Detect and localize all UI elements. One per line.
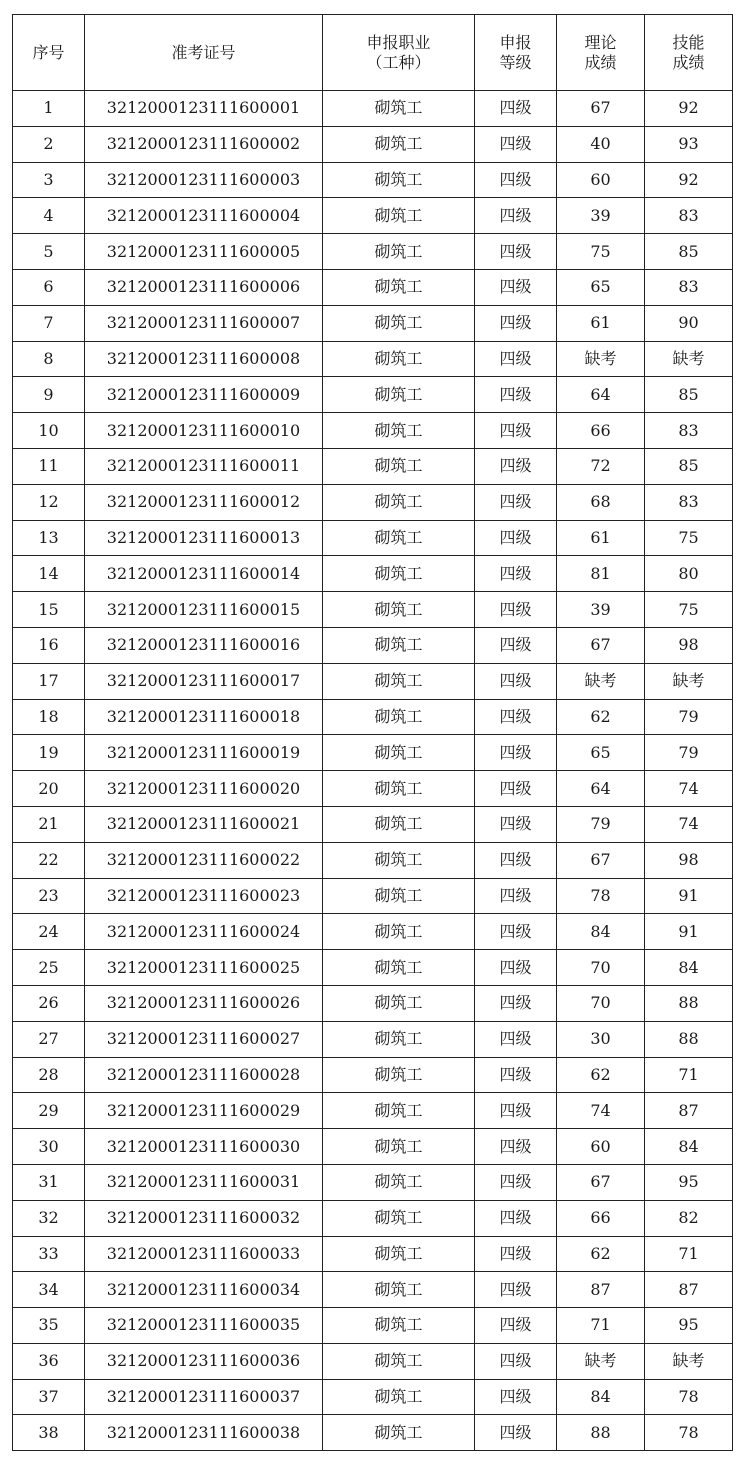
cell-ticket-number: 3212000123111600035 — [85, 1308, 323, 1344]
cell-index: 7 — [13, 305, 85, 341]
cell-theory-score: 39 — [557, 592, 645, 628]
table-row — [13, 878, 733, 914]
cell-level: 四级 — [475, 914, 557, 950]
header-index: 序号 — [13, 15, 85, 91]
cell-level: 四级 — [475, 341, 557, 377]
cell-ticket-number: 3212000123111600028 — [85, 1057, 323, 1093]
cell-level: 四级 — [475, 699, 557, 735]
cell-level: 四级 — [475, 735, 557, 771]
cell-index: 35 — [13, 1308, 85, 1344]
cell-skill-score: 88 — [645, 985, 733, 1021]
score-table — [12, 14, 733, 1451]
cell-skill-score: 79 — [645, 699, 733, 735]
cell-index: 1 — [13, 91, 85, 127]
table-body — [13, 91, 733, 1451]
cell-job: 砌筑工 — [323, 1343, 475, 1379]
cell-job: 砌筑工 — [323, 1057, 475, 1093]
cell-ticket-number: 3212000123111600037 — [85, 1379, 323, 1415]
cell-ticket-number: 3212000123111600006 — [85, 269, 323, 305]
cell-theory-score: 72 — [557, 448, 645, 484]
cell-skill-score: 79 — [645, 735, 733, 771]
table-header — [13, 15, 733, 91]
cell-skill-score: 82 — [645, 1200, 733, 1236]
cell-job: 砌筑工 — [323, 1308, 475, 1344]
cell-ticket-number: 3212000123111600010 — [85, 413, 323, 449]
table-row — [13, 950, 733, 986]
header-job — [323, 15, 475, 91]
cell-level: 四级 — [475, 1200, 557, 1236]
cell-ticket-number: 3212000123111600002 — [85, 126, 323, 162]
cell-index: 22 — [13, 842, 85, 878]
cell-ticket-number: 3212000123111600008 — [85, 341, 323, 377]
cell-job: 砌筑工 — [323, 484, 475, 520]
cell-skill-score: 91 — [645, 878, 733, 914]
cell-index: 5 — [13, 234, 85, 270]
cell-theory-score: 60 — [557, 162, 645, 198]
cell-level: 四级 — [475, 985, 557, 1021]
cell-level: 四级 — [475, 1272, 557, 1308]
cell-job: 砌筑工 — [323, 556, 475, 592]
cell-index: 21 — [13, 806, 85, 842]
cell-theory-score: 84 — [557, 1379, 645, 1415]
cell-skill-score: 75 — [645, 520, 733, 556]
cell-level: 四级 — [475, 126, 557, 162]
cell-ticket-number: 3212000123111600011 — [85, 448, 323, 484]
cell-ticket-number: 3212000123111600020 — [85, 771, 323, 807]
table-row — [13, 126, 733, 162]
cell-job: 砌筑工 — [323, 413, 475, 449]
cell-job: 砌筑工 — [323, 448, 475, 484]
header-theory-line1: 理论 — [584, 32, 617, 52]
cell-index: 16 — [13, 627, 85, 663]
cell-level: 四级 — [475, 520, 557, 556]
cell-ticket-number: 3212000123111600026 — [85, 985, 323, 1021]
cell-skill-score: 71 — [645, 1057, 733, 1093]
table-row — [13, 806, 733, 842]
cell-job: 砌筑工 — [323, 985, 475, 1021]
cell-level: 四级 — [475, 1164, 557, 1200]
cell-skill-score: 85 — [645, 448, 733, 484]
cell-job: 砌筑工 — [323, 1164, 475, 1200]
header-level-line2: 等级 — [499, 52, 532, 72]
cell-theory-score: 缺考 — [557, 341, 645, 377]
cell-ticket-number: 3212000123111600014 — [85, 556, 323, 592]
cell-index: 30 — [13, 1129, 85, 1165]
cell-level: 四级 — [475, 1415, 557, 1451]
cell-ticket-number: 3212000123111600024 — [85, 914, 323, 950]
cell-skill-score: 85 — [645, 234, 733, 270]
cell-ticket-number: 3212000123111600029 — [85, 1093, 323, 1129]
cell-job: 砌筑工 — [323, 126, 475, 162]
cell-skill-score: 84 — [645, 1129, 733, 1165]
cell-ticket-number: 3212000123111600032 — [85, 1200, 323, 1236]
header-level-line1: 申报 — [499, 32, 532, 52]
cell-theory-score: 88 — [557, 1415, 645, 1451]
cell-ticket-number: 3212000123111600018 — [85, 699, 323, 735]
cell-level: 四级 — [475, 377, 557, 413]
cell-theory-score: 30 — [557, 1021, 645, 1057]
cell-index: 2 — [13, 126, 85, 162]
table-row — [13, 1093, 733, 1129]
cell-theory-score: 87 — [557, 1272, 645, 1308]
cell-ticket-number: 3212000123111600004 — [85, 198, 323, 234]
cell-job: 砌筑工 — [323, 627, 475, 663]
cell-job: 砌筑工 — [323, 806, 475, 842]
cell-skill-score: 84 — [645, 950, 733, 986]
cell-theory-score: 70 — [557, 950, 645, 986]
cell-level: 四级 — [475, 950, 557, 986]
cell-level: 四级 — [475, 198, 557, 234]
cell-skill-score: 75 — [645, 592, 733, 628]
cell-theory-score: 62 — [557, 699, 645, 735]
cell-skill-score: 78 — [645, 1415, 733, 1451]
cell-index: 25 — [13, 950, 85, 986]
cell-job: 砌筑工 — [323, 91, 475, 127]
cell-theory-score: 40 — [557, 126, 645, 162]
cell-skill-score: 95 — [645, 1308, 733, 1344]
cell-index: 34 — [13, 1272, 85, 1308]
cell-ticket-number: 3212000123111600019 — [85, 735, 323, 771]
cell-job: 砌筑工 — [323, 1415, 475, 1451]
cell-index: 17 — [13, 663, 85, 699]
cell-skill-score: 缺考 — [645, 1343, 733, 1379]
cell-ticket-number: 3212000123111600023 — [85, 878, 323, 914]
cell-theory-score: 84 — [557, 914, 645, 950]
cell-level: 四级 — [475, 234, 557, 270]
cell-ticket-number: 3212000123111600015 — [85, 592, 323, 628]
cell-job: 砌筑工 — [323, 735, 475, 771]
cell-theory-score: 62 — [557, 1236, 645, 1272]
cell-theory-score: 39 — [557, 198, 645, 234]
cell-index: 24 — [13, 914, 85, 950]
cell-job: 砌筑工 — [323, 1272, 475, 1308]
cell-theory-score: 62 — [557, 1057, 645, 1093]
cell-theory-score: 缺考 — [557, 663, 645, 699]
table-row — [13, 269, 733, 305]
cell-index: 26 — [13, 985, 85, 1021]
table-row — [13, 198, 733, 234]
cell-job: 砌筑工 — [323, 520, 475, 556]
cell-index: 14 — [13, 556, 85, 592]
cell-theory-score: 67 — [557, 842, 645, 878]
header-row — [13, 15, 733, 91]
cell-level: 四级 — [475, 842, 557, 878]
cell-level: 四级 — [475, 484, 557, 520]
cell-skill-score: 83 — [645, 413, 733, 449]
header-skill-line2: 成绩 — [672, 52, 705, 72]
cell-theory-score: 61 — [557, 305, 645, 341]
cell-skill-score: 缺考 — [645, 663, 733, 699]
cell-index: 18 — [13, 699, 85, 735]
cell-theory-score: 79 — [557, 806, 645, 842]
table-row — [13, 771, 733, 807]
table-row — [13, 1236, 733, 1272]
cell-ticket-number: 3212000123111600012 — [85, 484, 323, 520]
cell-job: 砌筑工 — [323, 771, 475, 807]
cell-level: 四级 — [475, 1308, 557, 1344]
cell-job: 砌筑工 — [323, 842, 475, 878]
cell-index: 33 — [13, 1236, 85, 1272]
cell-level: 四级 — [475, 1021, 557, 1057]
cell-skill-score: 93 — [645, 126, 733, 162]
table-row — [13, 1200, 733, 1236]
cell-level: 四级 — [475, 1379, 557, 1415]
cell-level: 四级 — [475, 269, 557, 305]
cell-index: 8 — [13, 341, 85, 377]
cell-job: 砌筑工 — [323, 1021, 475, 1057]
cell-job: 砌筑工 — [323, 305, 475, 341]
cell-theory-score: 67 — [557, 91, 645, 127]
cell-ticket-number: 3212000123111600021 — [85, 806, 323, 842]
cell-job: 砌筑工 — [323, 950, 475, 986]
table-row — [13, 1272, 733, 1308]
cell-theory-score: 78 — [557, 878, 645, 914]
cell-index: 23 — [13, 878, 85, 914]
table-row — [13, 699, 733, 735]
header-level — [475, 15, 557, 91]
cell-level: 四级 — [475, 806, 557, 842]
table-row — [13, 592, 733, 628]
header-ticket: 准考证号 — [85, 15, 323, 91]
table-row — [13, 162, 733, 198]
table-row — [13, 1021, 733, 1057]
cell-index: 36 — [13, 1343, 85, 1379]
cell-ticket-number: 3212000123111600036 — [85, 1343, 323, 1379]
table-row — [13, 985, 733, 1021]
cell-level: 四级 — [475, 162, 557, 198]
cell-skill-score: 80 — [645, 556, 733, 592]
cell-ticket-number: 3212000123111600025 — [85, 950, 323, 986]
cell-level: 四级 — [475, 1093, 557, 1129]
cell-level: 四级 — [475, 91, 557, 127]
cell-level: 四级 — [475, 663, 557, 699]
table-row — [13, 1379, 733, 1415]
cell-skill-score: 83 — [645, 484, 733, 520]
cell-ticket-number: 3212000123111600038 — [85, 1415, 323, 1451]
cell-theory-score: 64 — [557, 377, 645, 413]
cell-theory-score: 65 — [557, 735, 645, 771]
cell-theory-score: 60 — [557, 1129, 645, 1165]
cell-index: 3 — [13, 162, 85, 198]
cell-index: 4 — [13, 198, 85, 234]
table-row — [13, 627, 733, 663]
cell-job: 砌筑工 — [323, 269, 475, 305]
cell-job: 砌筑工 — [323, 699, 475, 735]
table-row — [13, 663, 733, 699]
cell-index: 20 — [13, 771, 85, 807]
cell-ticket-number: 3212000123111600027 — [85, 1021, 323, 1057]
header-skill — [645, 15, 733, 91]
cell-ticket-number: 3212000123111600030 — [85, 1129, 323, 1165]
cell-job: 砌筑工 — [323, 162, 475, 198]
cell-ticket-number: 3212000123111600009 — [85, 377, 323, 413]
cell-ticket-number: 3212000123111600033 — [85, 1236, 323, 1272]
cell-theory-score: 74 — [557, 1093, 645, 1129]
cell-job: 砌筑工 — [323, 377, 475, 413]
cell-ticket-number: 3212000123111600034 — [85, 1272, 323, 1308]
cell-level: 四级 — [475, 771, 557, 807]
cell-ticket-number: 3212000123111600005 — [85, 234, 323, 270]
header-job-line1: 申报职业 — [366, 32, 431, 52]
cell-job: 砌筑工 — [323, 1129, 475, 1165]
cell-index: 15 — [13, 592, 85, 628]
cell-ticket-number: 3212000123111600031 — [85, 1164, 323, 1200]
header-job-line2: （工种） — [366, 52, 431, 72]
table-row — [13, 1164, 733, 1200]
cell-index: 29 — [13, 1093, 85, 1129]
cell-index: 9 — [13, 377, 85, 413]
cell-skill-score: 92 — [645, 91, 733, 127]
cell-skill-score: 91 — [645, 914, 733, 950]
cell-theory-score: 64 — [557, 771, 645, 807]
cell-skill-score: 83 — [645, 198, 733, 234]
table-row — [13, 1308, 733, 1344]
cell-theory-score: 68 — [557, 484, 645, 520]
header-theory — [557, 15, 645, 91]
cell-job: 砌筑工 — [323, 1093, 475, 1129]
cell-job: 砌筑工 — [323, 234, 475, 270]
cell-theory-score: 75 — [557, 234, 645, 270]
table-row — [13, 1057, 733, 1093]
header-theory-line2: 成绩 — [584, 52, 617, 72]
cell-skill-score: 78 — [645, 1379, 733, 1415]
cell-theory-score: 66 — [557, 413, 645, 449]
cell-job: 砌筑工 — [323, 1200, 475, 1236]
cell-index: 38 — [13, 1415, 85, 1451]
table-row — [13, 520, 733, 556]
table-row — [13, 842, 733, 878]
cell-skill-score: 85 — [645, 377, 733, 413]
cell-job: 砌筑工 — [323, 878, 475, 914]
cell-skill-score: 71 — [645, 1236, 733, 1272]
table-row — [13, 556, 733, 592]
cell-job: 砌筑工 — [323, 914, 475, 950]
cell-theory-score: 70 — [557, 985, 645, 1021]
cell-ticket-number: 3212000123111600017 — [85, 663, 323, 699]
cell-theory-score: 71 — [557, 1308, 645, 1344]
table-row — [13, 1343, 733, 1379]
cell-level: 四级 — [475, 1236, 557, 1272]
cell-job: 砌筑工 — [323, 1379, 475, 1415]
cell-theory-score: 66 — [557, 1200, 645, 1236]
cell-skill-score: 90 — [645, 305, 733, 341]
cell-level: 四级 — [475, 305, 557, 341]
table-row — [13, 1129, 733, 1165]
table-row — [13, 1415, 733, 1451]
cell-theory-score: 61 — [557, 520, 645, 556]
table-row — [13, 234, 733, 270]
cell-index: 31 — [13, 1164, 85, 1200]
cell-skill-score: 98 — [645, 842, 733, 878]
cell-level: 四级 — [475, 1129, 557, 1165]
cell-index: 28 — [13, 1057, 85, 1093]
cell-index: 19 — [13, 735, 85, 771]
cell-theory-score: 67 — [557, 627, 645, 663]
cell-index: 37 — [13, 1379, 85, 1415]
cell-skill-score: 缺考 — [645, 341, 733, 377]
cell-skill-score: 88 — [645, 1021, 733, 1057]
cell-index: 13 — [13, 520, 85, 556]
cell-index: 6 — [13, 269, 85, 305]
cell-job: 砌筑工 — [323, 592, 475, 628]
cell-index: 11 — [13, 448, 85, 484]
cell-ticket-number: 3212000123111600007 — [85, 305, 323, 341]
cell-level: 四级 — [475, 627, 557, 663]
cell-level: 四级 — [475, 448, 557, 484]
cell-theory-score: 67 — [557, 1164, 645, 1200]
cell-level: 四级 — [475, 878, 557, 914]
table-row — [13, 91, 733, 127]
cell-index: 12 — [13, 484, 85, 520]
cell-skill-score: 74 — [645, 771, 733, 807]
cell-level: 四级 — [475, 556, 557, 592]
cell-theory-score: 65 — [557, 269, 645, 305]
cell-job: 砌筑工 — [323, 341, 475, 377]
cell-index: 27 — [13, 1021, 85, 1057]
table-row — [13, 341, 733, 377]
table-row — [13, 914, 733, 950]
cell-job: 砌筑工 — [323, 1236, 475, 1272]
cell-level: 四级 — [475, 413, 557, 449]
table-row — [13, 305, 733, 341]
cell-ticket-number: 3212000123111600022 — [85, 842, 323, 878]
cell-skill-score: 83 — [645, 269, 733, 305]
table-row — [13, 448, 733, 484]
cell-skill-score: 74 — [645, 806, 733, 842]
table-row — [13, 484, 733, 520]
cell-level: 四级 — [475, 1057, 557, 1093]
cell-ticket-number: 3212000123111600003 — [85, 162, 323, 198]
cell-skill-score: 87 — [645, 1272, 733, 1308]
cell-ticket-number: 3212000123111600013 — [85, 520, 323, 556]
cell-theory-score: 缺考 — [557, 1343, 645, 1379]
cell-index: 32 — [13, 1200, 85, 1236]
cell-skill-score: 87 — [645, 1093, 733, 1129]
table-row — [13, 377, 733, 413]
cell-ticket-number: 3212000123111600016 — [85, 627, 323, 663]
cell-ticket-number: 3212000123111600001 — [85, 91, 323, 127]
header-skill-line1: 技能 — [672, 32, 705, 52]
cell-level: 四级 — [475, 1343, 557, 1379]
cell-skill-score: 98 — [645, 627, 733, 663]
cell-job: 砌筑工 — [323, 198, 475, 234]
table-row — [13, 735, 733, 771]
cell-job: 砌筑工 — [323, 663, 475, 699]
table-row — [13, 413, 733, 449]
cell-level: 四级 — [475, 592, 557, 628]
cell-skill-score: 95 — [645, 1164, 733, 1200]
cell-theory-score: 81 — [557, 556, 645, 592]
cell-index: 10 — [13, 413, 85, 449]
cell-skill-score: 92 — [645, 162, 733, 198]
